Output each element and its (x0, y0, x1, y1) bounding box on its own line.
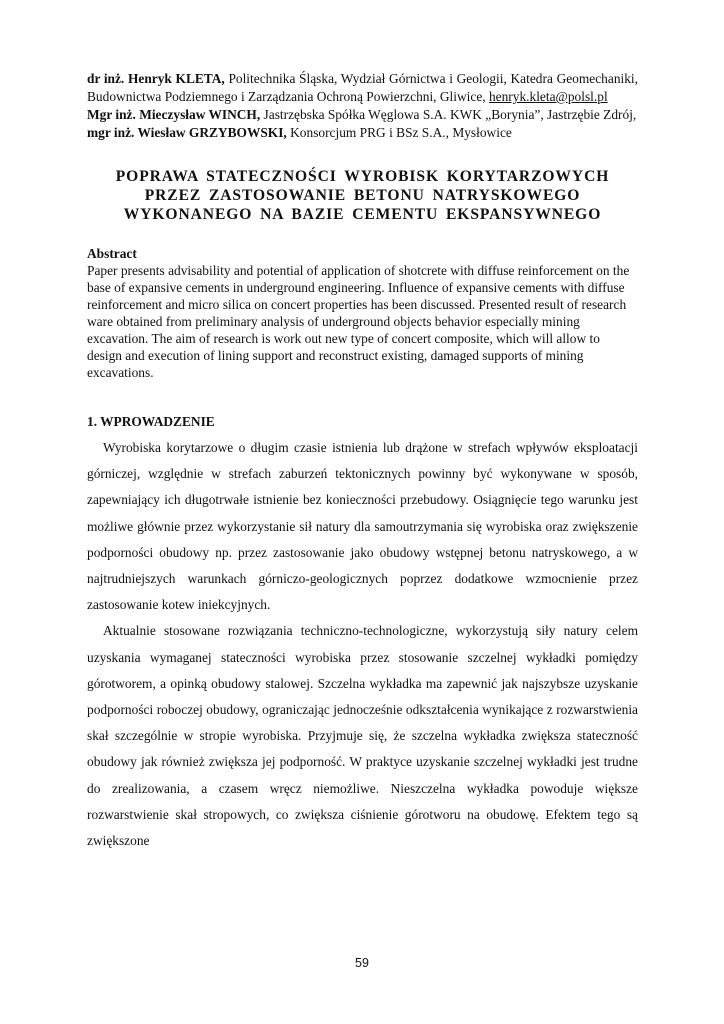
author-entry (87, 106, 638, 124)
abstract-heading: Abstract (87, 246, 137, 261)
abstract-text: Paper presents advisability and potential of application of shotcrete with diffuse reinforcement on the base of expansive cements in underground engineering. Influence of expansive cements with diffuse reinforcement and micro silica on concert properties has been discussed. Presented result of research ware obtained from preliminary analysis of underground objects behavior especially mining excavation. The aim of research is work out new type of concert composite, which will allow to design and execution of lining support and reconstruct existing, damaged supports of mining excavations. (87, 263, 630, 380)
section-body (87, 435, 638, 854)
author-email-link[interactable]: henryk.kleta@polsl.pl (488, 89, 608, 104)
page-number: 59 (355, 956, 369, 970)
author-affiliation: Jastrzębska Spółka Węglowa S.A. KWK „Borynia”, Jastrzębie Zdrój, (260, 107, 637, 122)
title-line: PRZEZ ZASTOSOWANIE BETONU NATRYSKOWEGO (144, 187, 581, 204)
section-heading: 1. WPROWADZENIE (87, 414, 215, 429)
author-affiliation: Politechnika Śląska, Wydział Górnictwa i Geologii, Katedra Geomechaniki, Budownictwa Podziemnego i Zarządzania Ochroną Powierzchni, Gliwice, (87, 71, 638, 104)
author-name: Mgr inż. Mieczysław WINCH, (87, 107, 261, 122)
title-line: POPRAWA STATECZNOŚCI WYROBISK KORYTARZOWYCH (115, 168, 610, 185)
author-entry (87, 70, 638, 106)
author-block (87, 70, 638, 142)
author-name: dr inż. Henryk KLETA, (87, 71, 225, 86)
paper-title (87, 167, 638, 224)
body-paragraph: Wyrobiska korytarzowe o długim czasie istnienia lub drążone w strefach wpływów eksploatacji górniczej, względnie w strefach zaburzeń tektonicznych powinny być wykonywane w sposób, zapewniający ich długotrwałe istnienie bez konieczności przebudowy. Osiągnięcie tego warunku jest możliwe głównie przez wykorzystanie sił natury dla samoutrzymania się wyrobiska oraz zwiększenie podporności obudowy np. przez zastosowanie jako obudowy wstępnej betonu natryskowego, a w najtrudniejszych warunkach górniczo-geologicznych poprzez dodatkowe wzmocnienie przez zastosowanie kotew iniekcyjnych. (87, 440, 638, 613)
author-affiliation: Konsorcjum PRG i BSz S.A., Mysłowice (286, 125, 512, 140)
paper-page (87, 70, 638, 854)
author-entry (87, 124, 638, 142)
author-name: mgr inż. Wiesław GRZYBOWSKI, (87, 125, 287, 140)
body-paragraph: Aktualnie stosowane rozwiązania techniczno-technologiczne, wykorzystują siły natury celem uzyskania wymaganej stateczności wyrobiska przez stosowanie szczelnej wykładki pomiędzy górotworem, a opinką obudowy stalowej. Szczelna wykładka ma zapewnić jak najszybsze uzyskanie podporności roboczej obudowy, ograniczając jednocześnie odkształcenia wynikające z rozwarstwienia skał szczególnie w stropie wyrobiska. Przyjmuje się, że szczelna wykładka zwiększa stateczność obudowy jak również zwiększa jej podporność. W praktyce uzyskanie szczelnej wykładki jest trudne do zrealizowania, a czasem wręcz niemożliwe. Nieszczelna wykładka powoduje większe rozwarstwienie skał stropowych, co zwiększa ciśnienie górotworu na obudowę. Efektem tego są zwiększone (87, 623, 638, 849)
title-line: WYKONANEGO NA BAZIE CEMENTU EKSPANSYWNEGO (123, 206, 602, 223)
